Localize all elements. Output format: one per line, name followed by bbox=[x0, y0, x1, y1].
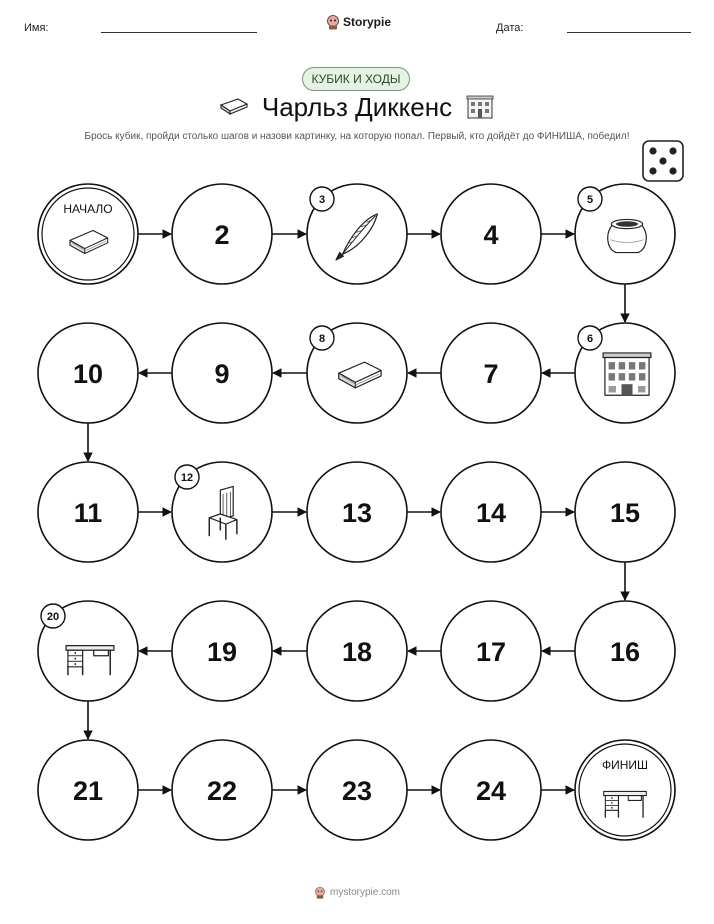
board-space bbox=[575, 184, 675, 284]
space-circle bbox=[575, 740, 675, 840]
board-space bbox=[307, 184, 407, 284]
space-number: 7 bbox=[483, 359, 499, 389]
space-number: 18 bbox=[341, 637, 373, 667]
board-space bbox=[38, 740, 138, 840]
space-number: 13 bbox=[341, 498, 373, 528]
space-number: 23 bbox=[341, 776, 373, 806]
dice-five-icon bbox=[643, 141, 683, 181]
board-space bbox=[38, 601, 138, 701]
start-label: НАЧАЛО bbox=[63, 202, 113, 216]
board-space bbox=[441, 184, 541, 284]
board-space bbox=[307, 323, 407, 423]
board-space bbox=[172, 184, 272, 284]
board-space bbox=[575, 601, 675, 701]
board-space bbox=[172, 462, 272, 562]
space-number: 4 bbox=[483, 220, 499, 250]
board-space bbox=[38, 462, 138, 562]
start-space bbox=[38, 184, 138, 284]
board-space bbox=[172, 601, 272, 701]
space-number: 20 bbox=[46, 611, 60, 623]
board-space bbox=[441, 740, 541, 840]
date-label: Дата: bbox=[496, 22, 524, 34]
page-title: Чарльз Диккенс bbox=[261, 92, 453, 122]
space-number: 24 bbox=[475, 776, 507, 806]
space-number: 19 bbox=[206, 637, 238, 667]
storypie-mascot-icon bbox=[314, 886, 326, 899]
board-space bbox=[172, 740, 272, 840]
space-number: 21 bbox=[72, 776, 104, 806]
space-number: 5 bbox=[586, 194, 594, 206]
space-number: 2 bbox=[214, 220, 230, 250]
space-number: 15 bbox=[609, 498, 641, 528]
instructions: Брось кубик, пройди столько шагов и назови картинку, на которую попал. Первый, кто дойдёт до ФИНИША, победил! bbox=[84, 131, 630, 142]
board-space bbox=[575, 323, 675, 423]
board-space bbox=[307, 462, 407, 562]
space-number: 8 bbox=[318, 333, 326, 345]
space-number: 3 bbox=[318, 194, 326, 206]
board-space bbox=[307, 740, 407, 840]
space-number: 14 bbox=[475, 498, 507, 528]
space-number: 10 bbox=[72, 359, 104, 389]
space-number: 11 bbox=[73, 498, 103, 528]
board-space bbox=[172, 323, 272, 423]
board-space bbox=[307, 601, 407, 701]
space-number: 17 bbox=[475, 637, 507, 667]
space-number: 6 bbox=[586, 333, 594, 345]
board-space bbox=[38, 323, 138, 423]
space-number: 22 bbox=[206, 776, 238, 806]
space-number: 12 bbox=[180, 472, 194, 484]
brand-name: Storypie bbox=[343, 15, 392, 29]
activity-badge: КУБИК И ХОДЫ bbox=[302, 67, 410, 91]
footer bbox=[0, 886, 714, 899]
victorian-building-icon bbox=[603, 353, 651, 395]
board-space bbox=[575, 462, 675, 562]
finish-label: ФИНИШ bbox=[601, 758, 649, 772]
footer-url: mystorypie.com bbox=[329, 887, 400, 898]
board-space bbox=[441, 462, 541, 562]
finish-space bbox=[575, 740, 675, 840]
board-space bbox=[441, 323, 541, 423]
space-number: 16 bbox=[609, 637, 641, 667]
space-number: 9 bbox=[214, 359, 230, 389]
ink-pot-icon bbox=[608, 219, 647, 252]
board-space bbox=[441, 601, 541, 701]
name-label: Имя: bbox=[24, 22, 49, 34]
